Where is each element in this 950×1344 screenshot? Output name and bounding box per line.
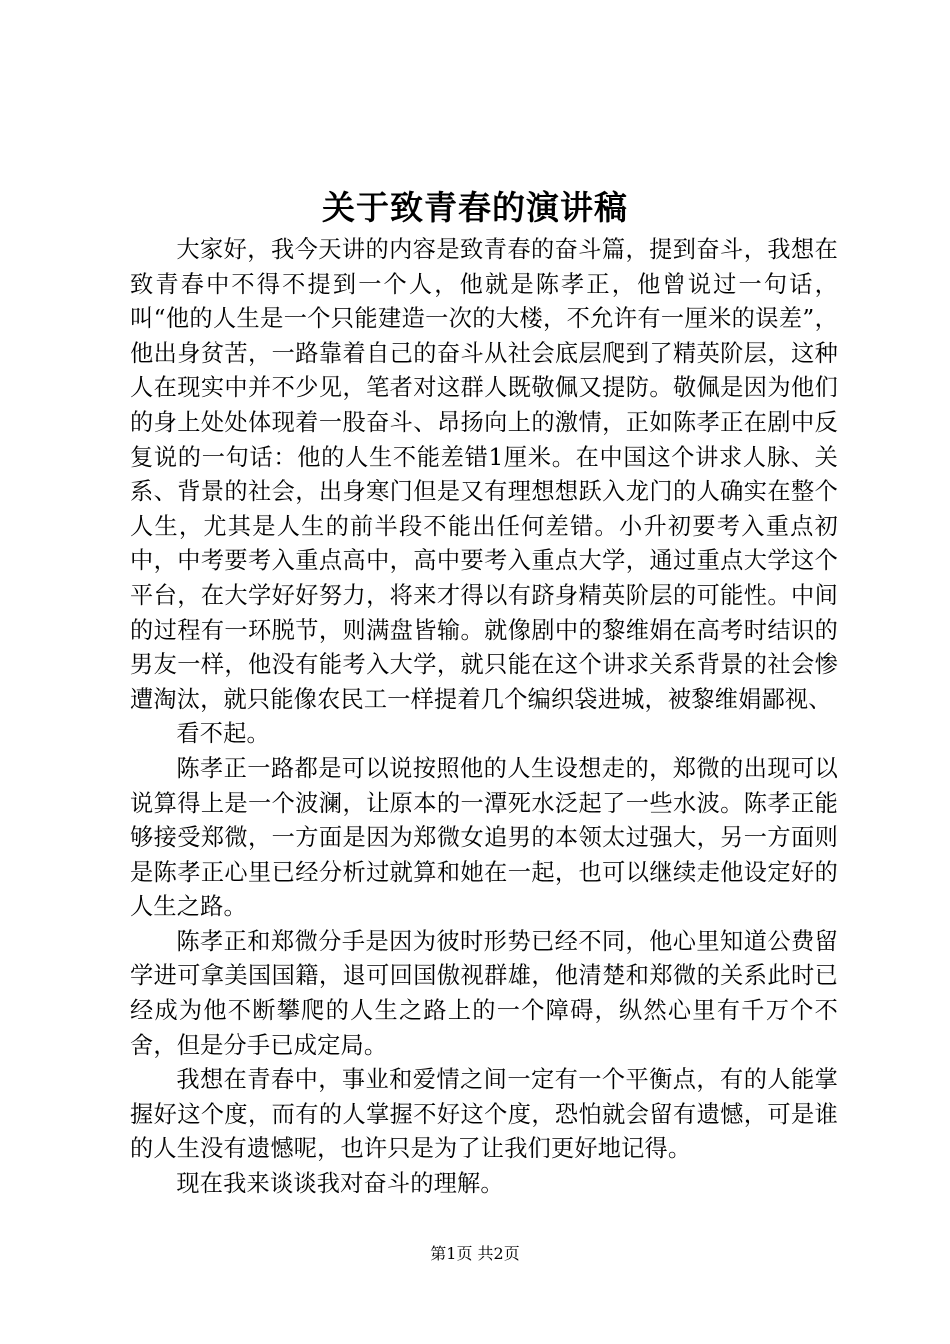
paragraph-2: 看不起。 — [176, 720, 270, 748]
document-body — [130, 233, 838, 1202]
paragraph-1: 大家好，我今天讲的内容是致青春的奋斗篇，提到奋斗，我想在致青春中不得不提到一个人，他就是陈孝正，他曾说过一句话，叫“他的人生是一个只能建造一次的大楼，不允许有一厘米的误差”，他出身贫苦，一路靠着自己的奋斗从社会底层爬到了精英阶层，这种人在现实中并不少见，笔者对这群人既敬佩又提防。敬佩是因为他们的身上处处体现着一股奋斗、昂扬向上的激情，正如陈孝正在剧中反复说的一句话：他的人生不能差错1厘米。在中国这个讲求人脉、关系、背景的社会，出身寒门但是又有理想想跃入龙门的人确实在整个人生，尤其是人生的前半段不能出任何差错。小升初要考入重点初中，中考要考入重点高中，高中要考入重点大学，通过重点大学这个平台，在大学好好努力，将来才得以有跻身精英阶层的可能性。中间的过程有一环脱节，则满盘皆输。就像剧中的黎维娟在高考时结识的男友一样，他没有能考入大学，就只能在这个讲求关系背景的社会惨遭淘汰，就只能像农民工一样提着几个编织袋进城，被黎维娟鄙视、 — [130, 236, 838, 713]
paragraph-6: 现在我来谈谈我对奋斗的理解。 — [176, 1170, 504, 1198]
document-title: 关于致青春的演讲稿 — [322, 188, 628, 227]
page-footer: 第1页 共2页 — [430, 1244, 520, 1263]
paragraph-5: 我想在青春中，事业和爱情之间一定有一个平衡点，有的人能掌握好这个度，而有的人掌握不好这个度，恐怕就会留有遗憾，可是谁的人生没有遗憾呢，也许只是为了让我们更好地记得。 — [130, 1066, 838, 1163]
paragraph-3: 陈孝正一路都是可以说按照他的人生设想走的，郑微的出现可以说算得上是一个波澜，让原本的一潭死水泛起了一些水波。陈孝正能够接受郑微，一方面是因为郑微女追男的本领太过强大，另一方面则是陈孝正心里已经分析过就算和她在一起，也可以继续走他设定好的人生之路。 — [130, 754, 838, 921]
paragraph-4: 陈孝正和郑微分手是因为彼时形势已经不同，他心里知道公费留学进可拿美国国籍，退可回国傲视群雄，他清楚和郑微的关系此时已经成为他不断攀爬的人生之路上的一个障碍，纵然心里有千万个不舍，但是分手已成定局。 — [130, 927, 838, 1059]
